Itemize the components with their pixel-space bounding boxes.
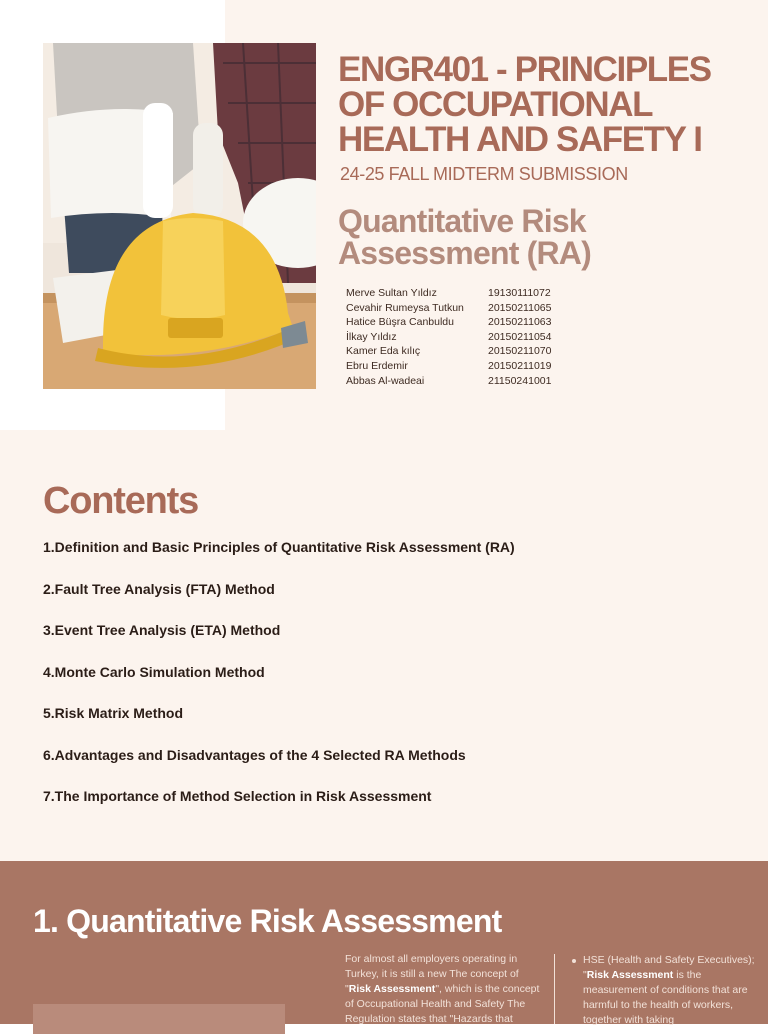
left-highlight: Risk Assessment [348,983,436,995]
cover-page [0,0,768,430]
member-id: 19130111072 [488,287,551,299]
toc-item[interactable]: 7.The Importance of Method Selection in Risk Assessment [43,788,432,804]
member-id: 20150211065 [488,301,552,314]
right-text-part: is the measurement of conditions that are harmful to the health of workers, together with taking [583,969,748,1026]
hard-hat-photo [43,43,316,389]
member-name: Cevahir Rumeysa Tutkun [346,301,464,314]
toc-item[interactable]: 1.Definition and Basic Principles of Quantitative Risk Assessment (RA) [43,539,515,555]
member-id: 20150211070 [488,345,552,358]
right-column-text [572,953,758,1028]
bullet-icon [572,959,576,963]
contents-heading: Contents [43,480,199,522]
member-id: 21150241001 [488,374,552,387]
submission-subtitle: 24-25 FALL MIDTERM SUBMISSION [340,164,628,184]
toc-item[interactable]: 3.Event Tree Analysis (ETA) Method [43,622,281,638]
member-name: Kamer Eda kılıç [346,345,421,358]
member-row [346,374,606,389]
contents-page [0,430,768,861]
left-text-part: ", which is the concept of Occupational Health and Safety The Regulation states that "Hazards that [345,983,540,1025]
member-id: 20150211063 [488,316,552,329]
column-divider [554,954,555,1024]
member-row [346,359,606,374]
team-members-list [346,286,606,388]
right-text-part: HSE (Health and Safety Executives); " [583,954,755,981]
section-heading: 1. Quantitative Risk Assessment [33,903,502,939]
left-text-part: For almost all employers operating in Turkey, it is still a new The concept of " [345,953,519,995]
image-placeholder [33,1004,285,1034]
member-row [346,301,606,316]
member-name: Abbas Al-wadeai [346,374,425,387]
course-title: ENGR401 - PRINCIPLES OF OCCUPATIONAL HEALTH AND SAFETY I [338,50,711,159]
member-name: İlkay Yıldız [346,330,397,343]
member-name: Hatice Büşra Canbuldu [346,316,454,329]
toc-item[interactable]: 6.Advantages and Disadvantages of the 4 Selected RA Methods [43,746,466,763]
toc-item[interactable]: 2.Fault Tree Analysis (FTA) Method [43,580,275,597]
right-highlight: Risk Assessment [586,969,674,981]
toc-item[interactable]: 5.Risk Matrix Method [43,705,184,721]
member-name: Merve Sultan Yıldız [346,287,437,299]
member-row [346,315,606,330]
member-name: Ebru Erdemir [346,359,408,372]
member-row [346,286,606,301]
member-id: 20150211054 [488,330,552,343]
section-1-page [0,861,768,1024]
table-of-contents [43,539,743,830]
toc-item[interactable]: 4.Monte Carlo Simulation Method [43,663,265,680]
member-row [346,330,606,345]
member-id: 20150211019 [488,359,552,372]
member-row [346,344,606,359]
topic-title: Quantitative Risk Assessment (RA) [338,203,591,271]
left-column-text [345,952,541,1027]
